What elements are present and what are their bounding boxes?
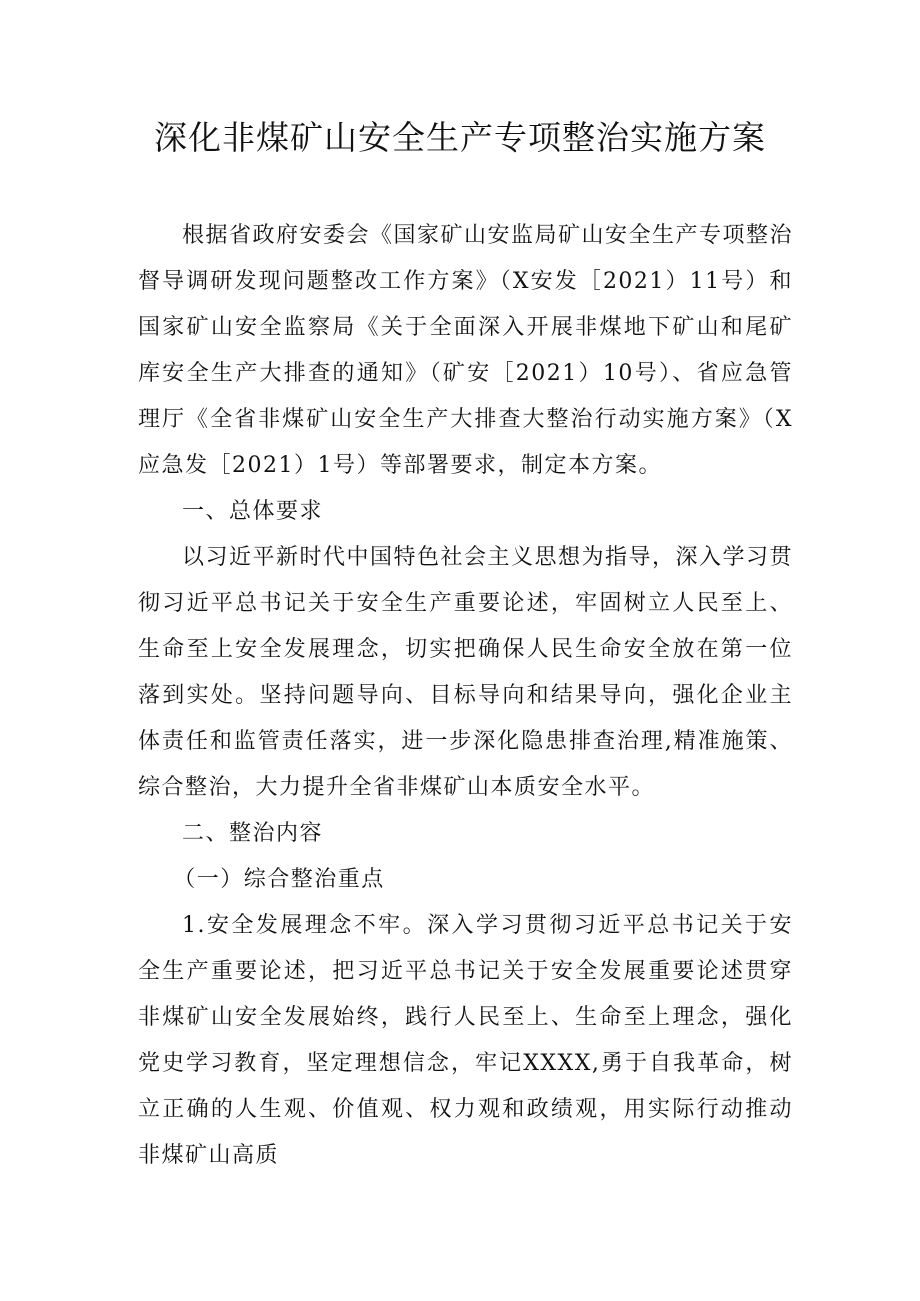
paragraph-intro: 根据省政府安委会《国家矿山安监局矿山安全生产专项整治督导调研发现问题整改工作方案》（X安发［2021）11号）和国家矿山安全监察局《关于全面深入开展非煤地下矿山和尾矿库安全生产大排查的通知》（矿安［2021）10号）、省应急管理厅《全省非煤矿山安全生产大排查大整治行动实施方案》（X应急发［2021）1号）等部署要求，制定本方案。 [138,223,794,478]
paragraph-item-1: 1.安全发展理念不牢。深入学习贯彻习近平总书记关于安全生产重要论述，把习近平总书记关于安全发展重要论述贯穿非煤矿山安全发展始终，践行人民至上、生命至上理念，强化党史学习教育，坚定理想信念，牢记XXXX,勇于自我革命，树立正确的人生观、价值观、权力观和政绩观，用实际行动推动非煤矿山高质 [138,913,793,1168]
paragraph-general-requirements: 以习近平新时代中国特色社会主义思想为指导，深入学习贯彻习近平总书记关于安全生产重要论述，牢固树立人民至上、生命至上安全发展理念，切实把确保人民生命安全放在第一位落到实处。坚持问题导向、目标导向和结果导向，强化企业主体责任和监管责任落实，进一步深化隐患排查治理,精准施策、综合整治，大力提升全省非煤矿山本质安全水平。 [138,545,794,800]
document-body [138,213,793,1179]
section-heading-rectification-content: 二、整治内容 [182,821,324,846]
document-title: 深化非煤矿山安全生产专项整治实施方案 [154,118,766,157]
subsection-heading-key-points: （一）综合整治重点 [173,867,385,892]
section-heading-general-requirements: 一、总体要求 [182,499,324,524]
